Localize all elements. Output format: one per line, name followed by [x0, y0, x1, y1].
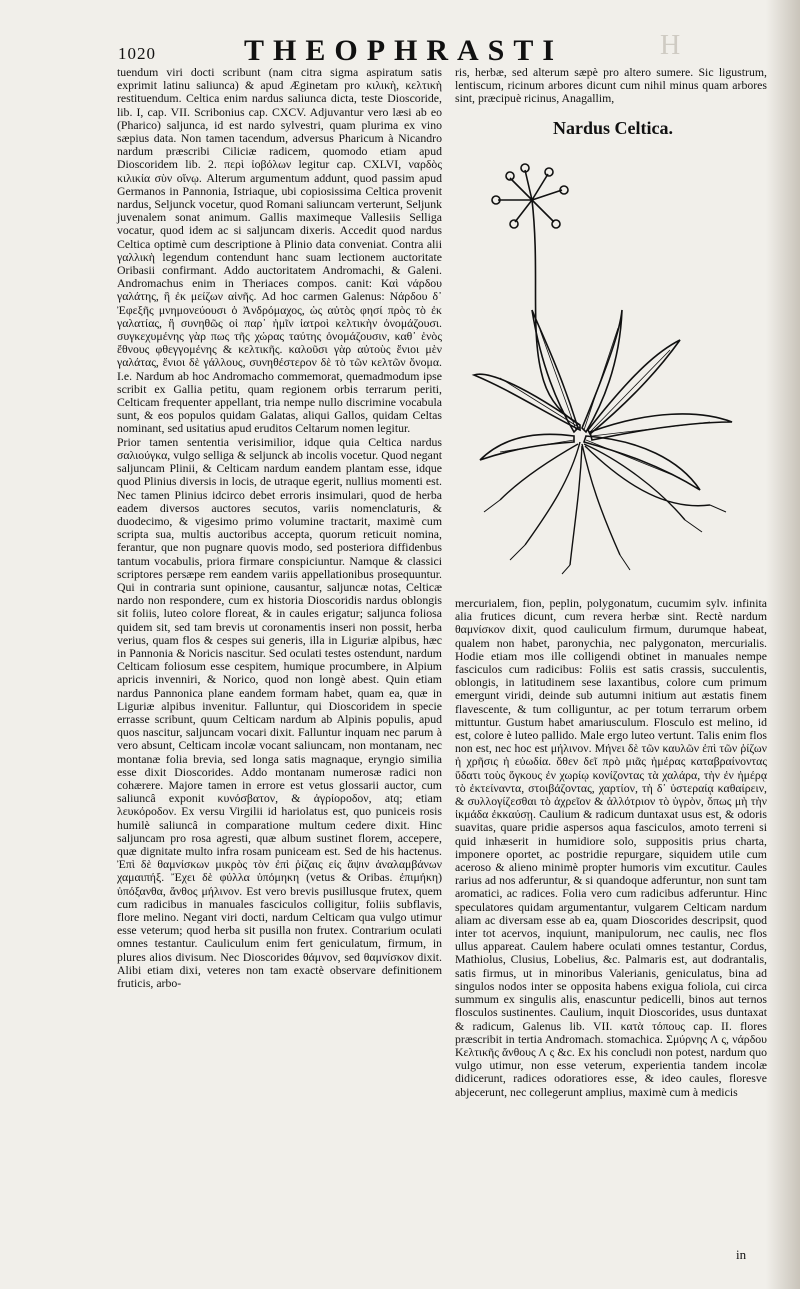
facing-page-edge — [766, 0, 800, 1289]
right-column — [455, 597, 767, 1099]
page-number: 1020 — [118, 44, 156, 63]
catchword: in — [736, 1247, 747, 1262]
right-column-top: ris, herbæ, sed alterum sæpè pro altero sumere. Sic ligustrum, lentiscum, ricinum arbores dicunt cum nihil minus quam arbores sint, præcipuè ricinus, Anagallim, — [455, 65, 767, 106]
figure-caption: Nardus Celtica. — [553, 118, 673, 138]
left-paragraph-2: Prior tamen sententia verisimilior, idque quia Celtica nardus σαλιούγκα, vulgo selliga & seljunck ab incolis vocetur. Quod negant saljuncam Plinii, & Celticam nardum eandem plantam esse, idque quod Plinius diversis in locis, de utraque egerit, nullius momenti est. Nec tamen Plinius idcirco debet erroris insimulari, quod de herba eadem diversos auctores secutos, variis nomenclaturis, & duodecimo, & vigesimo primo volumine tractarit, maximè cum scripta sua, multis auctoribus accepta, quorum reticuit nomina, ferantur, que non pugnare quovis modo, sed posteriora diffidenbus tantum vocabulis, priora firmare conspiciuntur. Namque & classici scriptores persæpe rem eandem variis appellationibus prosequuntur. Qui in contraria sunt opinione, causantur, saljuncæ notas, Celticæ nardo non respondere, cum ex historia Dioscoridis nardus oblongis sit foliis, luteo colore floreat, & in caules erigatur; saljunca foliosa quidem sit, sed tam brevis ut coronamentis inseri non possit, herba verius, quam flos & cespes sui generis, illa in Liguriæ alpibus, hæc in Pannonia & Noricis nascitur. Sed oculati testes ostendunt, nardum Celticam foliosum esse cespitem, humique procumbere, in Alpium apricis invenniri, & Norico, quod non longè abest. Quin etiam nardus Pannonica plane eandem formam habet, quam ea, quæ in Liguriæ alpibus invenitur. Falluntur, qui Dioscoridem in specie errasse scribunt, quum Celticam nardum ab Alpinis populis, apud quos nascitur, saljuncam vocari dixit. Falluntur inquam nec parum à vero absunt, Celticam incolæ vocant saliuncam, non montanam, nec montanæ folia brevia, sed longa satis magnaque, eryngio similia esse dixit Dioscorides. Addo montanam numerosæ radici non cohærere. Majore tamen in errore est vetus glossarii auctor, cum saliuncâ exponit κυνόσβατον, & ἀγρίοροδον, atq; etiam λευκόροδον. Ex versu Virgilii id hariolatus est, quo puniceis rosis humilè saliuncâ in comparatione multum cedere dixit. Hinc saljuncam pro rosa agresti, quæ album sustinet florem, accepere, quæ dignitate multo infra rosam puniceam est. Sed de his hactenus. Ἐπὶ δὲ θαμνίσκων μικρὸς τὸν ἐπὶ ῥίζαις εἰς ἄψιν ἀναλαμβάνων χαμαιπήξ. Ἔχει δὲ φύλλα ὑπόμηκη (vetus & Oribas. ἐπιμήκη) ὑπόξανθα, ἄνθος μήλινον. Est vero brevis pusillusque frutex, quem cum radicibus in manuales fasciculos colligitur, foliis subflavis, flore melino. Negant viri docti, nardum Celticam qua vulgo utimur esse veterum; quod herba sit pusilla non frutex. Contrarium oculati omnes testantur. Cauliculum enim fert geniculatum, firmum, in plures alios divisum. Nec Dioscorides θάμνον, sed θαμνίσκον dixit. Alibi etiam dixi, veteres non tam exactè observare definitionem fruticis, arbo- — [117, 434, 442, 991]
show-through-text: H — [660, 30, 690, 61]
right-paragraph-1: mercurialem, fion, peplin, polygonatum, cucumim sylv. infinita alia frutices dicunt, cum revera herbæ sint. Rectè nardum θαμνίσκον dixit, quod cauliculum firmum, durumque habeat, qualem non habet, paronychia, nec palygonaton, mercurialis. Hodie etiam mos ille colligendi obtinet in manuales nempe fasciculos cum radicibus: Foliis est satis crassis, succulentis, oblongis, in latitudinem sese laxantibus, colore cum primum emergunt viridi, deinde sub autumni initium aut æstatis finem flavescente, & tum colliguntur, ac per totum terrarum orbem mittuntur. Gustum habet amariusculum. Flosculo est melino, id est, colore è luteo pallido. Male ergo luteo vertunt. Talis enim flos non est, nec hoc est μήλινον. Μήνει δὲ τῶν καυλῶν ἐπὶ τῶν ῥίζων ἡ χρῆσις ἡ εὐωδία. ὅθεν δεῖ πρὸ μιᾶς ἡμέρας καταβραίνοντας ὕδατι τοὺς ὄγκους ἐν χωρίῳ κονίζοντας τὰ χαλάρα, τὴν ἐν ἡμέρᾳ τὸ ἐκτείναντα, στοιβάζοντας, χαρτίον, τὴ δ᾽ ὑστεραίᾳ καθαίρειν, & συλλογίζεσθαι τὸ ἀχρεῖον & ἀλλότριον τὸ ὑγρὸν, ὅπως μὴ τὴν ἰκμάδα ἐκκαύσῃ. Caulium & radicum duntaxat usus est, & odoris suavitas, quare pridie aspersos aqua fasciculos, amoto terreni si quid inhæserit in humidiore solo, suppositis prius charta, imponere oportet, ac postridie repurgare, siquidem utile cum aceroso & alieno minimè propter humoris vim excutitur. Caules rarius ad nos adferuntur, & si quandoque adferuntur, non sunt tam aromatici, ac radices. Folia vero cum radicibus adferuntur. Hinc speculatores quidam argumentantur, vulgarem Celticam nardum aliam ac diversam esse ab ea, quam Dioscorides descripsit, quod inter tot acervos, inquiunt, manipulorum, nec caulis, nec flos ullus appareat. Caulem habere oculati omnes testantur, Cordus, Mathiolus, Clusius, Lobelius, &c. Palmaris est, aut dodrantalis, satis firmus, ut in minoribus Valerianis, geniculatus, bina ad singulos nodos inter se opposita habens exigua foliola, cui circa summum ex singulis alis, enascuntur pedicelli, binos aut ternos flosculos sustinentes. Caulium, inquit Dioscorides, usus duntaxat & radicum, Galenus lib. VII. κατὰ τόπους cap. II. flores præscribit in tertia Andromach. stomachica. Σμύρνης Λ ς, νάρδου Κελτικῆς ἄνθους Λ ς &c. Ex his concludi non potest, nardum quo vulgo utimur, non esse veterum, experientia tandem incolæ didicerunt, radices odoratiores esse, & ideo caules, floresve abjecerunt, nec collegerunt amplius, maximè cum à medicis — [455, 596, 767, 1099]
left-column — [117, 66, 442, 990]
woodcut-plant-icon — [470, 160, 760, 575]
running-head: THEOPHRASTI — [244, 34, 564, 67]
left-paragraph-1: tuendum viri docti scribunt (nam citra sigma aspiratum satis exprimit latinu saliunca) & apud Æginetam pro κιλικὴ, κελτικὴ restituendum. Celtica enim nardus saliunca dicta, teste Dioscoride, lib. I, cap. VII. Scribonius cap. CXCV. Adjuvantur vero læsi ab eo (Pharico) saljunca, id est nardo sylvestri, quam plurima ex vino sæpius data. Non tamen tacendum, adversus Pharicum à Nicandro nardum præscribi Ciliciæ radicem, quomodo etiam apud Dioscoridem lib. 2. περὶ ἰοβόλων legitur cap. CXLVI, ναρδὸς κιλικία σὺν οἴνῳ. Alterum argumentum addunt, quod passim apud Germanos in Pannonia, Istriaque, ubi copiosissima Celtica provenit nardus, Seljunck vocetur, quod Romani saliuncam verterunt, Seljunk juvenalem sonat animum. Gallis maximeque Vallesiis Selliga vocatur, quod idem ac si saljuncam dixeris. Accedit quod nardus Celtica optimè cum descriptione à Plinio data conveniat. Contra alii γαλλικὴ legendum contendunt hanc suam lectionem auctoritate Oribasii confirmant. Addo auctoritatem Andromachi, & Galeni. Andromachus enim in Theriaces compos. canit: Καὶ νάρδου γαλάτης, ἣ ἐκ μείζων αἰνῆς. Ad hoc carmen Galenus: Νάρδου δ᾽ Ἐφεξῆς μνημονεύουσι ὁ Ἀνδρόμαχος, ὡς αὐτὸς φησί πρὸς τὸ ἐκ γαλατίας, ἣ συνηθῶς οἱ παρ᾽ ἡμῖν ἰατροὶ κελτικὴν ὀνομάζουσι. συγκεχυμένης γὰρ πως τῆς χώρας ταύτης ὀνομάζουσιν, καθ᾽ ἑνὸς ἔθνους φθεγγομένης & κελτικῆς. καλοῦσι γὰρ αὐτοὺς ἔνιοι μὲν γαλάτας, ἔνιοι δὲ γάλλους, συνηθέστερον δὲ τὸ τῶν κελτῶν ὄνομα. I.e. Nardum ab hoc Andromacho commemorat, quemadmodum ipse scribit ex Gallia petitu, quam regionem orbis terrarum periti, Celticam frequenter appellant, tria nempe nullo discrimine vocabula sunt, & eos populos quidam Galatas, aliqui Gallos, quidam Celtas nominant, sed usitatius apud eruditos Celtarum nomen legitur. — [117, 65, 442, 436]
